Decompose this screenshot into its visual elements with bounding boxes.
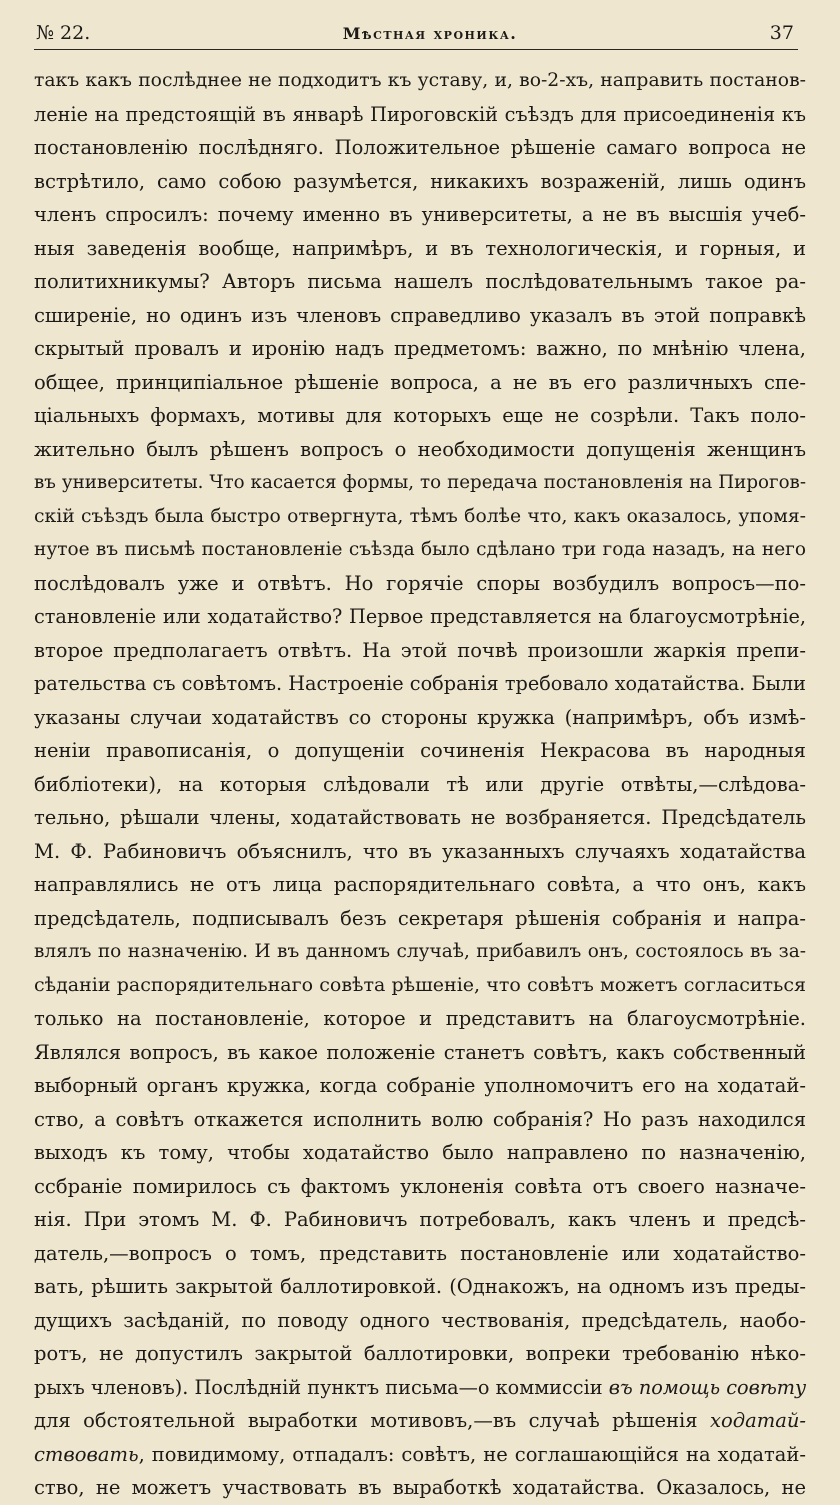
text-line	[34, 98, 806, 132]
text-segment: выходъ къ тому, чтобы ходатайство было направлено по назначенію,	[34, 1141, 806, 1164]
text-segment: ротъ, не допустилъ закрытой баллотировки, вопреки требованію нѣко-	[34, 1342, 806, 1365]
text-segment: вать, рѣшить закрытой баллотировкой. (Однакожъ, на одномъ изъ преды-	[34, 1275, 806, 1298]
text-segment: рыхъ членовъ). Послѣдній пунктъ письма—о коммиссіи	[34, 1375, 609, 1399]
text-segment: скій съѣздъ была быстро отвергнута, тѣмъ болѣе что, какъ оказалось, упомя-	[34, 505, 806, 527]
text-segment: ціальныхъ формахъ, мотивы для которыхъ еще не созрѣли. Такъ поло-	[34, 404, 806, 427]
header-rule	[34, 49, 798, 50]
text-segment: сѣданіи распорядительнаго совѣта рѣшеніе, что совѣтъ можетъ согласиться	[34, 973, 806, 996]
text-line	[34, 1103, 806, 1137]
text-line	[34, 1404, 806, 1438]
issue-number: № 22.	[36, 22, 91, 44]
text-segment: встрѣтило, само собою разумѣется, никакихъ возраженій, лишь одинъ	[34, 169, 806, 193]
italic-text: ходатай-	[710, 1409, 806, 1432]
text-line	[34, 332, 806, 366]
text-line	[34, 1069, 806, 1103]
text-line	[34, 1203, 806, 1237]
text-line	[34, 667, 806, 701]
text-line	[34, 567, 806, 601]
text-segment: предсѣдатель, подписывалъ безъ секретаря рѣшенія собранія и напра-	[34, 906, 806, 930]
text-segment: неніи правописанія, о допущеніи сочиненія Некрасова въ народныя	[34, 739, 806, 762]
text-line	[34, 801, 806, 835]
text-line	[34, 1036, 806, 1070]
text-segment: сширеніе, но одинъ изъ членовъ справедливо указалъ въ этой поправкѣ	[34, 303, 806, 327]
text-segment: рательства съ совѣтомъ. Настроеніе собранія требовало ходатайства. Были	[34, 672, 806, 695]
text-segment: нутое въ письмѣ постановленіе съѣзда было сдѣлано три года назадъ, на него	[34, 539, 806, 560]
text-line	[34, 64, 806, 98]
text-segment: жительно былъ рѣшенъ вопросъ о необходимости допущенія женщинъ	[34, 437, 806, 461]
text-line	[34, 433, 806, 467]
italic-text: въ помощь совѣту	[608, 1375, 806, 1399]
text-line	[34, 734, 806, 768]
text-segment: скрытый провалъ и иронію надъ предметомъ: важно, по мнѣнію члена,	[34, 337, 806, 360]
text-segment: библіотеки), на которыя слѣдовали тѣ или другіе отвѣты,—слѣдова-	[34, 772, 806, 796]
text-line	[34, 500, 806, 534]
text-segment: нія. При этомъ М. Ф. Рабиновичъ потребовалъ, какъ членъ и предсѣ-	[34, 1208, 806, 1231]
text-line	[34, 1438, 806, 1472]
text-segment: ныя заведенія вообще, напримѣръ, и въ технологическія, и горныя, и	[34, 236, 806, 260]
text-segment: послѣдовалъ уже и отвѣтъ. Но горячіе споры возбудилъ вопросъ—по-	[34, 571, 806, 595]
text-line	[34, 533, 806, 567]
text-line	[34, 165, 806, 199]
text-segment: дущихъ засѣданій, по поводу одного чествованія, предсѣдатель, наобо-	[34, 1308, 806, 1332]
text-line	[34, 232, 806, 266]
text-segment: направлялись не отъ лица распорядительнаго совѣта, а что онъ, какъ	[34, 873, 806, 896]
text-line	[34, 835, 806, 869]
text-segment: такъ какъ послѣднее не подходитъ къ уставу, и, во-2-хъ, направить постанов-	[34, 70, 806, 91]
text-segment: ство, а совѣтъ откажется исполнить волю собранія? Но разъ находился	[34, 1107, 806, 1131]
text-line	[34, 1471, 806, 1505]
text-segment: политихникумы? Авторъ письма нашелъ послѣдовательнымъ такое ра-	[34, 270, 806, 293]
text-line	[34, 634, 806, 668]
text-segment: общее, принципіальное рѣшеніе вопроса, а не въ его различныхъ спе-	[34, 370, 806, 394]
text-line	[34, 1002, 806, 1036]
running-header	[36, 22, 794, 50]
text-segment: ссбраніе помирилось съ фактомъ уклоненія совѣта отъ своего назначе-	[34, 1174, 806, 1198]
text-segment: датель,—вопросъ о томъ, представить постановленіе или ходатайство-	[34, 1241, 806, 1265]
text-line	[34, 969, 806, 1003]
text-line	[34, 1136, 806, 1170]
text-segment: для обстоятельной выработки мотивовъ,—въ случаѣ рѣшенія	[34, 1409, 710, 1432]
text-segment: выборный органъ кружка, когда собраніе уполномочитъ его на ходатай-	[34, 1074, 806, 1097]
text-line	[34, 399, 806, 433]
text-line	[34, 600, 806, 634]
text-segment: леніе на предстоящій въ январѣ Пироговскій съѣздъ для присоединенія къ	[34, 102, 806, 126]
text-line	[34, 265, 806, 299]
text-segment: , повидимому, отпадалъ: совѣтъ, не соглашающійся на ходатай-	[138, 1442, 806, 1466]
italic-text: ствовать	[34, 1442, 139, 1466]
text-line	[34, 768, 806, 802]
text-line	[34, 131, 806, 165]
text-line	[34, 466, 806, 500]
text-line	[34, 1371, 806, 1405]
text-line	[34, 1337, 806, 1371]
text-line	[34, 1304, 806, 1338]
text-line	[34, 868, 806, 902]
text-segment: постановленію послѣдняго. Положительное рѣшеніе самаго вопроса не	[34, 136, 806, 159]
text-segment: становленіе или ходатайство? Первое представляется на благоусмотрѣніе,	[34, 605, 806, 628]
text-line	[34, 701, 806, 735]
page-number: 37	[769, 22, 794, 44]
text-segment: М. Ф. Рабиновичъ объяснилъ, что въ указанныхъ случаяхъ ходатайства	[34, 839, 806, 863]
article-body	[34, 64, 806, 1505]
text-line	[34, 299, 806, 333]
section-title: Мѣстная хроника.	[342, 24, 518, 43]
text-segment: тельно, рѣшали члены, ходатайствовать не возбраняется. Предсѣдатель	[34, 806, 806, 829]
text-segment: въ университеты. Что касается формы, то передача постановленія на Пирогов-	[34, 472, 806, 493]
text-segment: второе предполагаетъ отвѣтъ. На этой почвѣ произошли жаркія препи-	[34, 638, 806, 662]
text-line	[34, 198, 806, 232]
text-line	[34, 366, 806, 400]
text-segment: указаны случаи ходатайствъ со стороны кружка (напримѣръ, объ измѣ-	[34, 705, 806, 729]
text-segment: Являлся вопросъ, въ какое положеніе станетъ совѣтъ, какъ собственный	[34, 1040, 806, 1064]
text-line	[34, 935, 806, 969]
text-segment: ство, не можетъ участвовать въ выработкѣ ходатайства. Оказалось, не	[34, 1476, 806, 1499]
text-line	[34, 902, 806, 936]
text-segment: влялъ по назначенію. И въ данномъ случаѣ, прибавилъ онъ, состоялось въ за-	[34, 941, 806, 962]
text-line	[34, 1270, 806, 1304]
text-line	[34, 1170, 806, 1204]
text-segment: членъ спросилъ: почему именно въ университеты, а не въ высшія учеб-	[34, 203, 806, 226]
text-segment: только на постановленіе, которое и представитъ на благоусмотрѣніе.	[34, 1007, 806, 1030]
text-line	[34, 1237, 806, 1271]
